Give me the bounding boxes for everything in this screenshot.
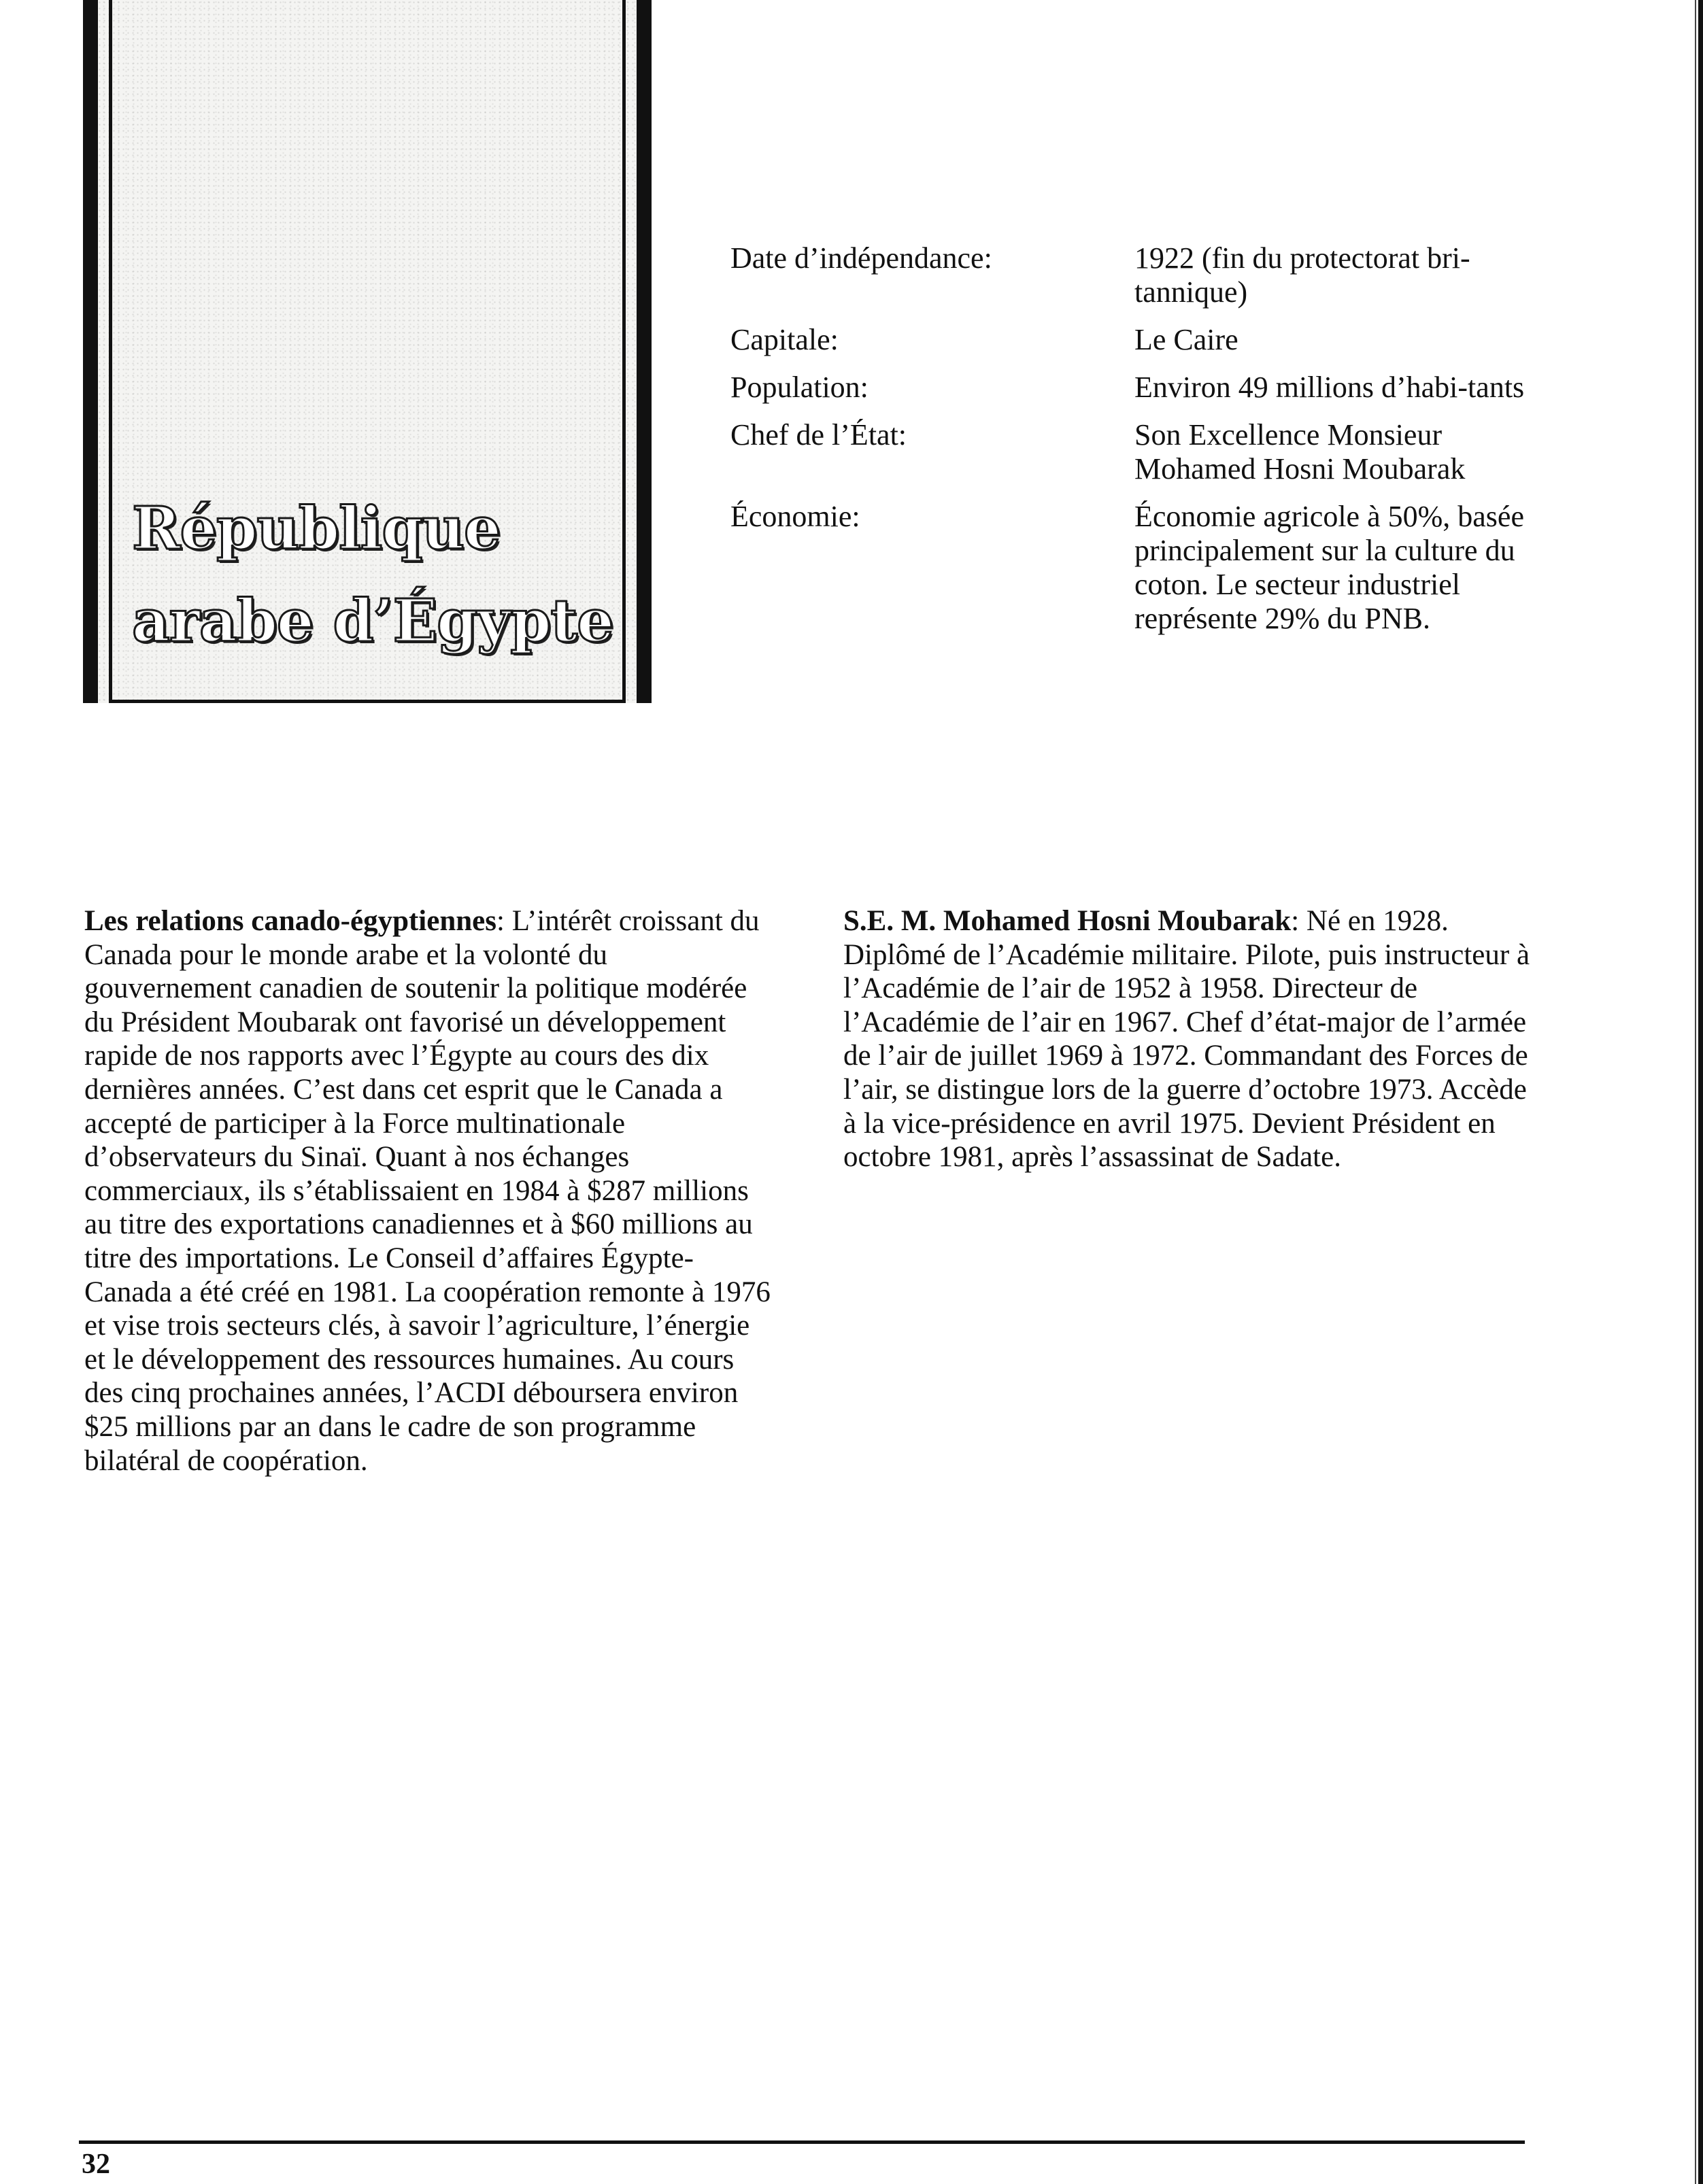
panel-border-left [83, 0, 98, 703]
fact-label: Date d’indépendance: [730, 241, 992, 275]
biography-section [843, 904, 1530, 1174]
page-number: 32 [82, 2149, 110, 2180]
panel-rule-bottom [109, 700, 626, 703]
fact-value: Le Caire [1134, 323, 1238, 356]
relations-paragraph [84, 904, 771, 1478]
relations-section [84, 904, 771, 1478]
panel-rule-left [109, 0, 112, 703]
fact-row-economy [730, 500, 1526, 636]
biography-heading: S.E. M. Mohamed Hosni Moubarak [843, 905, 1292, 937]
fact-value: Son Excellence Monsieur Mohamed Hosni Moubarak [1134, 418, 1466, 485]
fact-row-population [730, 371, 1526, 405]
biography-text: : Né en 1928. Diplômé de l’Académie militaire. Pilote, puis instructeur à l’Académie de l’air de 1952 à 1958. Directeur de l’Académie de l’air en 1967. Chef d’état-major de l’armée de l’air de juillet 1969 à 1972. Commandant des Forces de l’air, se distingue lors de la guerre d’octobre 1973. Accède à la vice-présidence en avril 1975. Devient Président en octobre 1981, après l’assassinat de Sadate. [843, 905, 1530, 1174]
fact-row-head-of-state [730, 418, 1526, 486]
fact-value: 1922 (fin du protectorat bri-tannique) [1134, 241, 1470, 309]
biography-paragraph [843, 904, 1530, 1174]
fact-label: Population: [730, 371, 869, 404]
fact-row-independence [730, 241, 1526, 309]
fact-label: Capitale: [730, 323, 839, 356]
country-title [132, 483, 635, 668]
fact-sheet [730, 241, 1526, 649]
relations-heading: Les relations canado-égyptiennes [84, 905, 496, 937]
footer-rule [79, 2140, 1525, 2144]
fact-label: Chef de l’État: [730, 418, 907, 451]
panel-border-right [637, 0, 652, 703]
fact-label: Économie: [730, 500, 860, 533]
page-edge [1698, 0, 1703, 2184]
title-panel [83, 0, 652, 703]
relations-text: : L’intérêt croissant du Canada pour le monde arabe et la volonté du gouvernement canadien de soutenir la politique modérée du Président Moubarak ont favorisé un développement rapide de nos rapports avec l’Égypte au cours des dix dernières années. C’est dans cet esprit que le Canada a accepté de participer à la Force multinationale d’observateurs du Sinaï. Quant à nos échanges commerciaux, ils s’établissaient en 1984 à $287 millions au titre des exportations canadiennes et à $60 millions au titre des importations. Le Conseil d’affaires Égypte-Canada a été créé en 1981. La coopération remonte à 1976 et vise trois secteurs clés, à savoir l’agriculture, l’énergie et le développement des ressources humaines. Au cours des cinq prochaines années, l’ACDI déboursera environ $25 millions par an dans le cadre de son programme bilatéral de coopération. [84, 905, 771, 1477]
page-edge-inner [1695, 0, 1696, 2184]
fact-row-capital [730, 323, 1526, 357]
fact-value: Économie agricole à 50%, basée principalement sur la culture du coton. Le secteur industriel représente 29% du PNB. [1134, 500, 1524, 635]
country-title-line-2: arabe d’Égypte [132, 587, 613, 655]
country-title-line-1: République [132, 494, 501, 563]
fact-value: Environ 49 millions d’habi-tants [1134, 371, 1525, 404]
